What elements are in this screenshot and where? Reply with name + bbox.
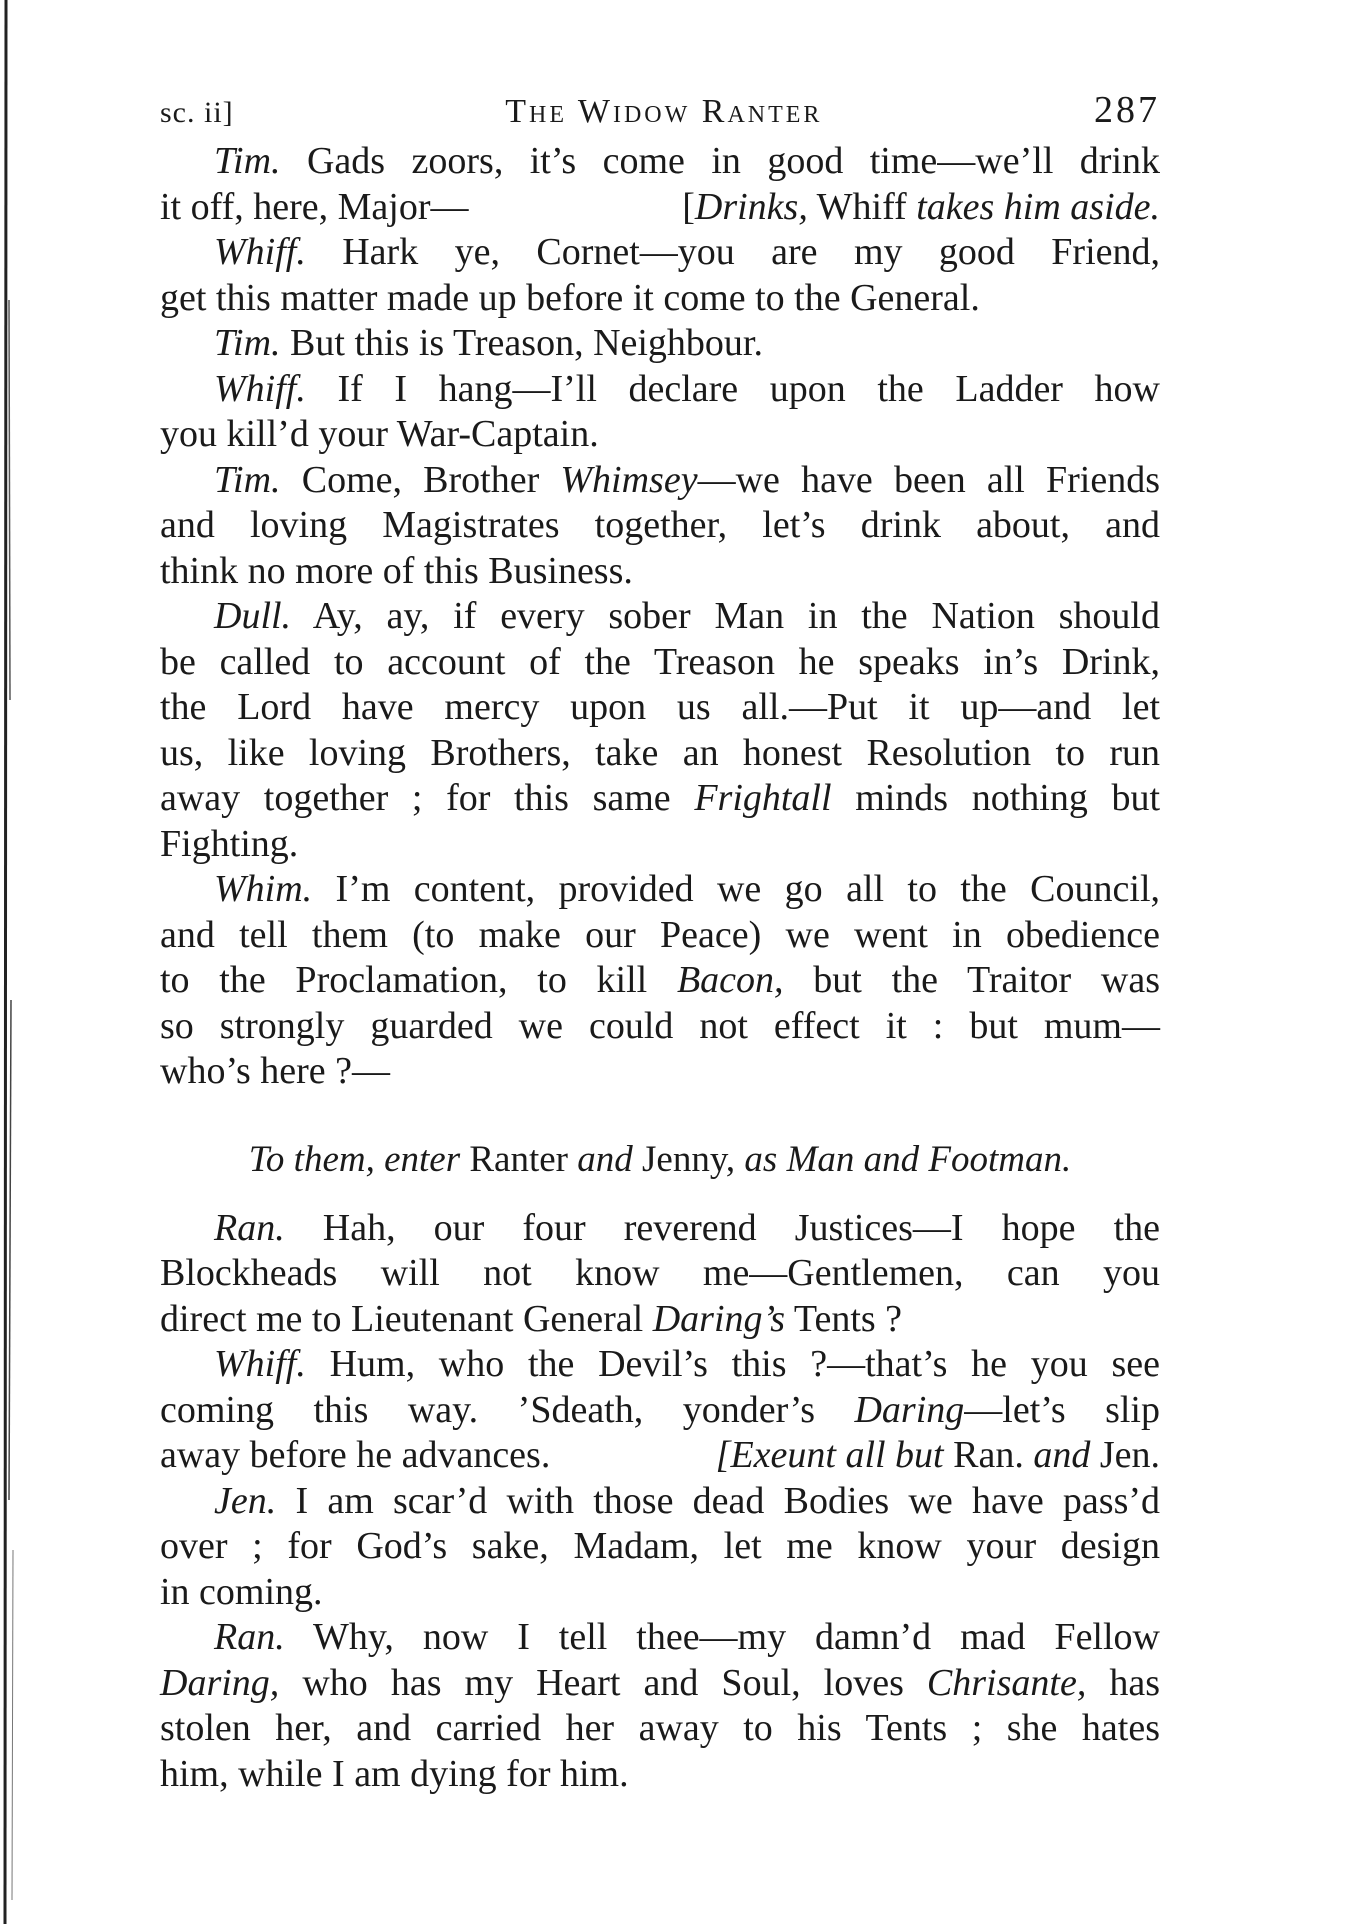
direction-text: as Man and Footman. (744, 1138, 1072, 1180)
direction-text: [Exeunt all but (715, 1434, 944, 1476)
direction-text: Drinks, (694, 185, 808, 228)
speech-tim-2 (160, 321, 1160, 367)
speaker-name: Tim. (214, 140, 281, 182)
speech-ran-1 (160, 1206, 1160, 1343)
speech-line: Ay, ay, if every sober Man in the Nation should (312, 595, 1160, 637)
speech-line: get this matter made up before it come to the General. (160, 276, 980, 319)
character-name: Chrisante, (926, 1661, 1087, 1704)
speaker-name: Tim. (214, 458, 281, 501)
speech-line: in coming. (160, 1570, 323, 1613)
speech-text: —we have been all Friends (697, 458, 1161, 501)
character-name: Daring’s (652, 1297, 786, 1340)
speech-line: over ; for God’s sake, Madam, let me know your design (160, 1525, 1160, 1567)
speech-line (160, 1297, 1160, 1343)
speech-line-with-direction (160, 1433, 1160, 1479)
character-name: Frightall (694, 777, 832, 819)
character-name: Ran. (953, 1434, 1024, 1476)
speech-text: Come, Brother (301, 458, 540, 501)
stage-direction (716, 1433, 1160, 1479)
speech-text: —let’s slip (964, 1388, 1160, 1431)
speech-text: minds nothing but (855, 777, 1161, 819)
speech-line: it off, here, Major— (160, 185, 469, 228)
speaker-name: Whiff. (214, 367, 306, 410)
speech-line: him, while I am dying for him. (160, 1752, 629, 1795)
character-name: Ranter (469, 1138, 568, 1180)
speech-line: so strongly guarded we could not effect it : but mum— (160, 1004, 1160, 1047)
stage-direction (682, 185, 1160, 231)
speech-line: think no more of this Business. (160, 549, 633, 592)
speech-line: who’s here ?— (160, 1050, 391, 1092)
speech-line (160, 1661, 1160, 1707)
speech-ran-2 (160, 1615, 1160, 1797)
entrance-direction (160, 1137, 1160, 1182)
page-edge-shadow (0, 0, 24, 1924)
speech-text: away together ; for this same (160, 777, 671, 819)
character-name: Daring (854, 1388, 965, 1431)
speech-line (160, 958, 1160, 1004)
speech-line (160, 1388, 1160, 1434)
book-page (160, 88, 1160, 1797)
speech-text: to the Proclamation, to kill (160, 959, 648, 1001)
speech-tim-1 (160, 139, 1160, 230)
speech-line: Hum, who the Devil’s this ?—that’s he you see (329, 1343, 1161, 1385)
speech-text: direct me to Lieutenant General (160, 1297, 644, 1340)
speech-line: Fighting. (160, 822, 299, 865)
speech-line: If I hang—I’ll declare upon the Ladder how (337, 367, 1161, 410)
direction-text: and (1033, 1434, 1091, 1476)
speaker-name: Jen. (214, 1479, 277, 1522)
direction-text: To them, enter (248, 1138, 461, 1180)
speech-text: Tents ? (793, 1297, 903, 1340)
scene-label: sc. ii] (160, 96, 234, 129)
speech-line (160, 776, 1160, 822)
speech-line: Blockheads will not know me—Gentlemen, can you (160, 1252, 1160, 1294)
character-name: Whiff (816, 185, 907, 228)
speech-jen (160, 1479, 1160, 1616)
character-name: Daring, (160, 1661, 280, 1704)
speaker-name: Whiff. (214, 1343, 306, 1385)
speech-line: Hah, our four reverend Justices—I hope the (322, 1206, 1160, 1249)
speech-text: coming this way. ’Sdeath, yonder’s (160, 1388, 815, 1431)
running-title: The Widow Ranter (505, 93, 823, 130)
speech-line: you kill’d your War-Captain. (160, 413, 599, 455)
speaker-name: Whim. (214, 868, 313, 910)
character-name: Jenny, (642, 1138, 736, 1180)
speech-line: and loving Magistrates together, let’s drink about, and (160, 504, 1160, 546)
speech-text: has (1109, 1661, 1161, 1704)
speech-text: but the Traitor was (813, 959, 1161, 1001)
speaker-name: Tim. (214, 322, 281, 364)
speech-line: But this is Treason, Neighbour. (290, 322, 763, 364)
speech-whim (160, 867, 1160, 1095)
speech-line: I am scar’d with those dead Bodies we have pass’d (295, 1479, 1161, 1522)
running-header (160, 88, 1160, 135)
speech-line: stolen her, and carried her away to his Tents ; she hates (160, 1707, 1160, 1749)
direction-text: takes him aside. (916, 185, 1160, 228)
direction-text: and (577, 1138, 633, 1180)
speech-line: be called to account of the Treason he speaks in’s Drink, (160, 640, 1160, 683)
character-name: Whimsey (560, 458, 698, 501)
speech-line: Why, now I tell thee—my damn’d mad Fellow (312, 1616, 1160, 1658)
speech-text: who has my Heart and Soul, loves (302, 1661, 904, 1704)
page-number: 287 (1094, 89, 1160, 131)
speaker-name: Whiff. (214, 231, 306, 273)
speech-line-with-direction (160, 185, 1160, 231)
speech-whiff-1 (160, 230, 1160, 321)
bracket: [ (682, 185, 695, 228)
speech-line: the Lord have mercy upon us all.—Put it up—and let (160, 686, 1160, 728)
character-name: Jen. (1099, 1434, 1160, 1476)
speech-line: I’m content, provided we go all to the Council, (335, 868, 1161, 910)
speech-dull (160, 594, 1160, 867)
speech-line: Gads zoors, it’s come in good time—we’ll drink (306, 140, 1161, 182)
speaker-name: Dull. (214, 595, 292, 637)
speaker-name: Ran. (214, 1616, 285, 1658)
speech-text: away before he advances. (160, 1434, 551, 1476)
speech-line: Hark ye, Cornet—you are my good Friend, (342, 231, 1161, 273)
speech-whiff-2 (160, 367, 1160, 458)
speech-line: and tell them (to make our Peace) we went in obedience (160, 913, 1160, 956)
speech-tim-3 (160, 458, 1160, 595)
speaker-name: Ran. (214, 1206, 285, 1249)
speech-whiff-3 (160, 1342, 1160, 1479)
character-name: Bacon, (676, 959, 784, 1001)
speech-line: us, like loving Brothers, take an honest Resolution to run (160, 731, 1160, 774)
